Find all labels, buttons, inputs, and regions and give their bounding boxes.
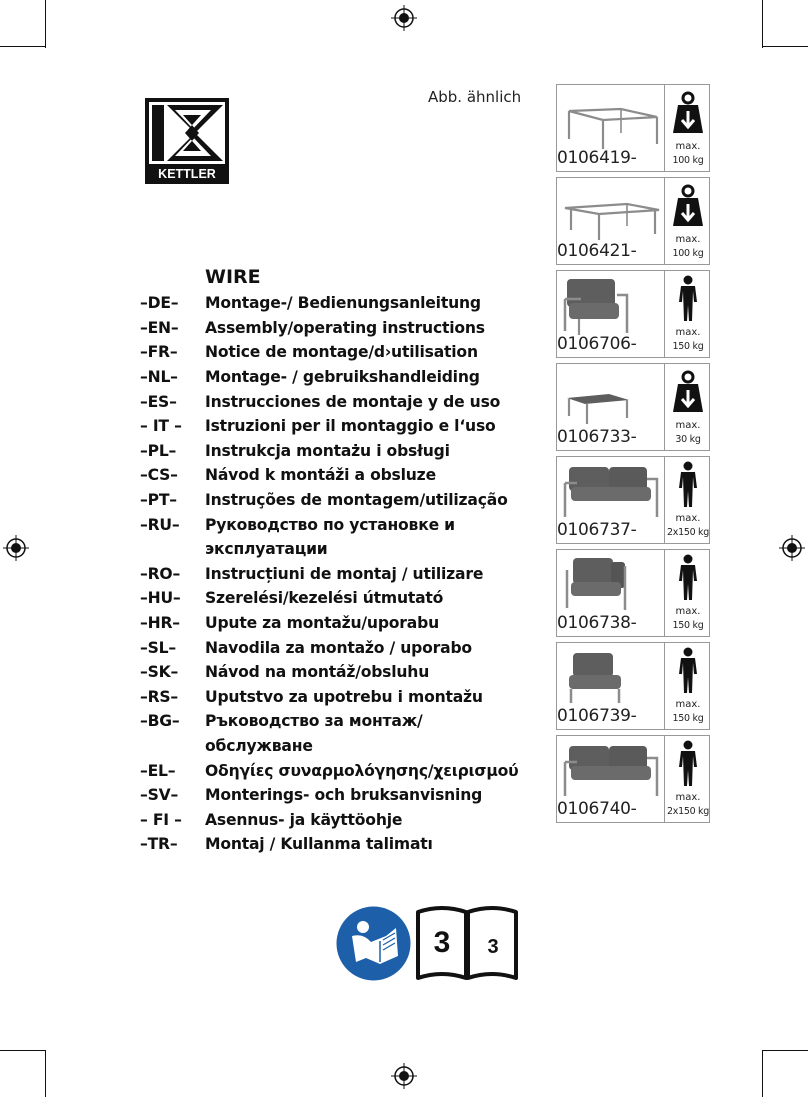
product-card bbox=[556, 456, 710, 544]
person-icon bbox=[671, 461, 705, 509]
language-text: Istruzioni per il montaggio e l‘uso bbox=[205, 417, 496, 436]
language-text: Montaj / Kullanma talimatı bbox=[205, 835, 433, 854]
registration-mark-bottom-icon bbox=[391, 1063, 417, 1089]
language-text: Montage- / gebruikshandleiding bbox=[205, 368, 480, 387]
max-label: max. bbox=[675, 327, 701, 338]
product-card bbox=[556, 270, 710, 358]
language-code: –CS– bbox=[140, 466, 178, 485]
middle-module-illustration bbox=[559, 645, 661, 709]
product-number: 0106733- bbox=[557, 427, 637, 447]
registration-mark-top-icon bbox=[391, 5, 417, 31]
product-card bbox=[556, 177, 710, 265]
language-code: –TR– bbox=[140, 835, 178, 854]
language-text: Οδηγίες συναρμολόγησης/χειρισμού bbox=[205, 761, 519, 780]
product-number: 0106738- bbox=[557, 613, 637, 633]
weight-icon bbox=[671, 368, 705, 416]
language-code: –PL– bbox=[140, 441, 177, 460]
language-code: –HU– bbox=[140, 589, 181, 608]
language-item bbox=[140, 512, 519, 537]
max-label: max. bbox=[675, 792, 701, 803]
max-label: max. bbox=[675, 234, 701, 245]
language-item bbox=[140, 685, 519, 710]
max-load: 150 kg bbox=[672, 620, 704, 631]
language-item bbox=[140, 340, 519, 365]
language-text: Asennus- ja käyttöohje bbox=[205, 810, 403, 829]
language-code: – FI – bbox=[140, 810, 182, 829]
language-item bbox=[140, 586, 519, 611]
language-list bbox=[140, 291, 519, 857]
language-code: –FR– bbox=[140, 343, 178, 362]
language-item bbox=[140, 832, 519, 857]
language-item bbox=[140, 414, 519, 439]
table-illustration bbox=[559, 87, 661, 151]
language-code: –PT– bbox=[140, 491, 177, 510]
language-item bbox=[140, 562, 519, 587]
person-icon bbox=[671, 740, 705, 788]
max-load: 100 kg bbox=[672, 155, 704, 166]
armchair-illustration bbox=[559, 273, 661, 337]
language-code: –RO– bbox=[140, 564, 181, 583]
illustration-note: Abb. ähnlich bbox=[428, 88, 522, 106]
language-item bbox=[140, 709, 519, 734]
language-text: Monterings- och bruksanvisning bbox=[205, 786, 483, 805]
language-code: –EN– bbox=[140, 318, 179, 337]
language-item bbox=[140, 807, 519, 832]
language-item bbox=[140, 488, 519, 513]
language-text: Instruções de montagem/utilização bbox=[205, 491, 508, 510]
crop-mark-bottom-left-h bbox=[0, 1050, 46, 1051]
language-code: –NL– bbox=[140, 368, 178, 387]
language-item bbox=[140, 389, 519, 414]
product-card bbox=[556, 363, 710, 451]
sofa-illustration bbox=[559, 459, 661, 523]
crop-mark-top-left bbox=[45, 0, 46, 48]
language-item bbox=[140, 758, 519, 783]
product-list bbox=[556, 84, 710, 828]
language-text: Navodila za montažo / uporabo bbox=[205, 638, 472, 657]
crop-mark-top-left-h bbox=[0, 46, 46, 47]
language-text: Uputstvo za upotrebu i montažu bbox=[205, 687, 483, 706]
language-text: Návod k montáži a obsluze bbox=[205, 466, 436, 485]
product-card bbox=[556, 735, 710, 823]
language-item bbox=[140, 365, 519, 390]
open-book-icon bbox=[414, 904, 520, 984]
max-label: max. bbox=[675, 141, 701, 152]
sofa-illustration bbox=[559, 738, 661, 802]
product-card bbox=[556, 642, 710, 730]
crop-mark-bottom-left bbox=[45, 1050, 46, 1097]
table-illustration bbox=[559, 180, 661, 244]
language-text: обслужване bbox=[205, 736, 313, 755]
max-load: 2x150 kg bbox=[667, 806, 709, 817]
product-number: 0106421- bbox=[557, 241, 637, 261]
language-item bbox=[140, 537, 519, 562]
side-table-illustration bbox=[559, 366, 661, 430]
read-manual-icon bbox=[336, 906, 411, 981]
language-text: Assembly/operating instructions bbox=[205, 318, 485, 337]
language-item bbox=[140, 463, 519, 488]
language-code: – IT – bbox=[140, 417, 182, 436]
max-label: max. bbox=[675, 420, 701, 431]
language-code: –RU– bbox=[140, 515, 180, 534]
language-text: Upute za montažu/uporabu bbox=[205, 614, 439, 633]
language-item bbox=[140, 660, 519, 685]
crop-mark-top-right bbox=[762, 0, 763, 48]
language-code: –DE– bbox=[140, 294, 179, 313]
corner-module-illustration bbox=[559, 552, 661, 616]
weight-icon bbox=[671, 89, 705, 137]
max-label: max. bbox=[675, 513, 701, 524]
language-text: Montage-/ Bedienungsanleitung bbox=[205, 294, 481, 313]
language-code: –SK– bbox=[140, 663, 179, 682]
language-code: –ES– bbox=[140, 392, 177, 411]
language-code: –SV– bbox=[140, 786, 179, 805]
book-page-left: 3 bbox=[433, 926, 451, 959]
max-label: max. bbox=[675, 606, 701, 617]
language-code: –EL– bbox=[140, 761, 176, 780]
product-card bbox=[556, 549, 710, 637]
crop-mark-bottom-right-h bbox=[762, 1050, 808, 1051]
max-load: 30 kg bbox=[675, 434, 701, 445]
max-load: 150 kg bbox=[672, 341, 704, 352]
language-text: Instrucțiuni de montaj / utilizare bbox=[205, 564, 484, 583]
product-number: 0106737- bbox=[557, 520, 637, 540]
language-item bbox=[140, 635, 519, 660]
weight-icon bbox=[671, 182, 705, 230]
book-page-right: 3 bbox=[487, 936, 499, 958]
language-text: эксплуатации bbox=[205, 540, 328, 559]
language-code: –RS– bbox=[140, 687, 179, 706]
language-text: Руководство по установке и bbox=[205, 515, 455, 534]
logo-text: KETTLER bbox=[158, 167, 216, 181]
language-item bbox=[140, 783, 519, 808]
person-icon bbox=[671, 647, 705, 695]
max-load: 100 kg bbox=[672, 248, 704, 259]
language-item bbox=[140, 439, 519, 464]
language-text: Instrukcja montażu i obsługi bbox=[205, 441, 450, 460]
product-card bbox=[556, 84, 710, 172]
language-code: –HR– bbox=[140, 614, 180, 633]
registration-mark-right-icon bbox=[779, 535, 805, 561]
crop-mark-top-right-h bbox=[762, 46, 808, 47]
language-text: Návod na montáž/obsluhu bbox=[205, 663, 430, 682]
language-code: –BG– bbox=[140, 712, 180, 731]
product-number: 0106740- bbox=[557, 799, 637, 819]
language-item bbox=[140, 291, 519, 316]
crop-mark-bottom-right bbox=[762, 1050, 763, 1097]
language-item bbox=[140, 611, 519, 636]
language-text: Instrucciones de montaje y de uso bbox=[205, 392, 501, 411]
language-text: Notice de montage/d›utilisation bbox=[205, 343, 478, 362]
max-load: 150 kg bbox=[672, 713, 704, 724]
person-icon bbox=[671, 275, 705, 323]
max-load: 2x150 kg bbox=[667, 527, 709, 538]
language-text: Ръководство за монтаж/ bbox=[205, 712, 423, 731]
max-label: max. bbox=[675, 699, 701, 710]
language-text: Szerelési/kezelési útmutató bbox=[205, 589, 444, 608]
person-icon bbox=[671, 554, 705, 602]
product-number: 0106739- bbox=[557, 706, 637, 726]
product-number: 0106706- bbox=[557, 334, 637, 354]
language-code: –SL– bbox=[140, 638, 176, 657]
language-item bbox=[140, 316, 519, 341]
language-item bbox=[140, 734, 519, 759]
product-number: 0106419- bbox=[557, 148, 637, 168]
registration-mark-left-icon bbox=[3, 535, 29, 561]
product-title: WIRE bbox=[205, 266, 261, 288]
kettler-logo bbox=[145, 98, 229, 184]
